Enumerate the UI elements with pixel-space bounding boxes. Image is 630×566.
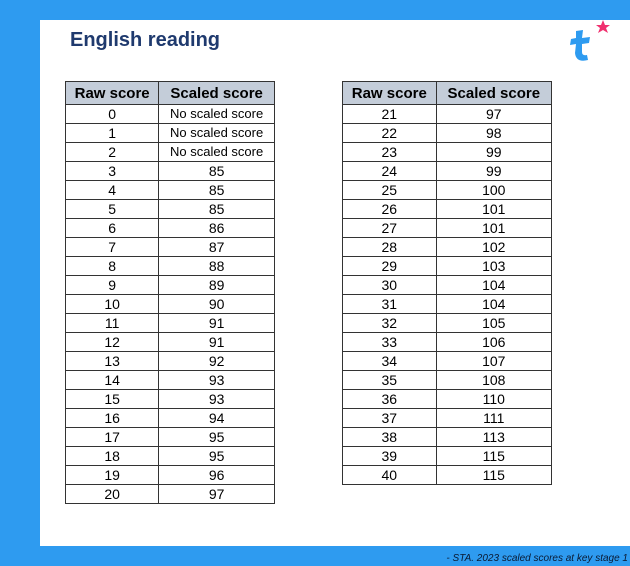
scaled-score-cell: 113 (436, 428, 551, 447)
raw-score-cell: 17 (66, 428, 159, 447)
scaled-score-cell: 103 (436, 257, 551, 276)
scaled-score-cell: 89 (159, 276, 275, 295)
raw-score-cell: 39 (343, 447, 437, 466)
table-row (66, 181, 275, 200)
header-scaled-score: Scaled score (159, 82, 275, 105)
table-row (66, 238, 275, 257)
table-row (343, 181, 552, 200)
table-row (343, 143, 552, 162)
scaled-score-cell: 93 (159, 390, 275, 409)
scaled-score-cell: 85 (159, 200, 275, 219)
table-row (66, 371, 275, 390)
scaled-score-cell: No scaled score (159, 143, 275, 162)
scaled-score-cell: No scaled score (159, 105, 275, 124)
raw-score-cell: 16 (66, 409, 159, 428)
table-row (66, 105, 275, 124)
raw-score-cell: 32 (343, 314, 437, 333)
scaled-score-cell: 87 (159, 238, 275, 257)
table-row (343, 409, 552, 428)
table-row (343, 390, 552, 409)
score-table-right (342, 81, 552, 485)
raw-score-cell: 22 (343, 124, 437, 143)
scaled-score-cell: 100 (436, 181, 551, 200)
table-row (343, 333, 552, 352)
raw-score-cell: 26 (343, 200, 437, 219)
table-row (66, 143, 275, 162)
table-row (66, 219, 275, 238)
source-caption: - STA. 2023 scaled scores at key stage 1 (446, 553, 628, 564)
table-row (343, 105, 552, 124)
raw-score-cell: 7 (66, 238, 159, 257)
header-raw-score: Raw score (66, 82, 159, 105)
scaled-score-cell: 91 (159, 314, 275, 333)
table-row (343, 447, 552, 466)
scaled-score-cell: 105 (436, 314, 551, 333)
table-row (66, 295, 275, 314)
scaled-score-cell: 99 (436, 143, 551, 162)
header-raw-score: Raw score (343, 82, 437, 105)
scaled-score-cell: 102 (436, 238, 551, 257)
table-row (66, 257, 275, 276)
raw-score-cell: 33 (343, 333, 437, 352)
scaled-score-cell: No scaled score (159, 124, 275, 143)
table-row (343, 371, 552, 390)
scaled-score-cell: 86 (159, 219, 275, 238)
raw-score-cell: 19 (66, 466, 159, 485)
table-row (66, 390, 275, 409)
table-row (66, 162, 275, 181)
scaled-score-cell: 104 (436, 276, 551, 295)
raw-score-cell: 18 (66, 447, 159, 466)
table-row (66, 447, 275, 466)
table-row (343, 238, 552, 257)
raw-score-cell: 24 (343, 162, 437, 181)
raw-score-cell: 31 (343, 295, 437, 314)
raw-score-cell: 20 (66, 485, 159, 504)
table-row (66, 352, 275, 371)
scaled-score-cell: 94 (159, 409, 275, 428)
header-scaled-score: Scaled score (436, 82, 551, 105)
raw-score-cell: 10 (66, 295, 159, 314)
raw-score-cell: 5 (66, 200, 159, 219)
table-row (66, 200, 275, 219)
table-row (343, 162, 552, 181)
table-row (343, 276, 552, 295)
raw-score-cell: 0 (66, 105, 159, 124)
table-row (66, 124, 275, 143)
raw-score-cell: 28 (343, 238, 437, 257)
table-row (66, 409, 275, 428)
table-row (343, 257, 552, 276)
scaled-score-cell: 107 (436, 352, 551, 371)
raw-score-cell: 37 (343, 409, 437, 428)
scaled-score-cell: 88 (159, 257, 275, 276)
raw-score-cell: 25 (343, 181, 437, 200)
raw-score-cell: 14 (66, 371, 159, 390)
scaled-score-cell: 85 (159, 162, 275, 181)
scaled-score-cell: 110 (436, 390, 551, 409)
table-row (66, 276, 275, 295)
table-row (343, 314, 552, 333)
raw-score-cell: 13 (66, 352, 159, 371)
raw-score-cell: 30 (343, 276, 437, 295)
twinkl-logo-icon (557, 11, 617, 71)
scaled-score-cell: 95 (159, 428, 275, 447)
content-card (40, 20, 630, 546)
score-table-left (65, 81, 275, 504)
raw-score-cell: 38 (343, 428, 437, 447)
scaled-score-cell: 108 (436, 371, 551, 390)
raw-score-cell: 29 (343, 257, 437, 276)
table-row (343, 428, 552, 447)
table-row (343, 295, 552, 314)
scaled-score-cell: 93 (159, 371, 275, 390)
table-row (343, 466, 552, 485)
raw-score-cell: 34 (343, 352, 437, 371)
scaled-score-cell: 97 (436, 105, 551, 124)
raw-score-cell: 3 (66, 162, 159, 181)
table-row (343, 200, 552, 219)
table-row (66, 466, 275, 485)
table-row (343, 124, 552, 143)
raw-score-cell: 23 (343, 143, 437, 162)
scaled-score-cell: 104 (436, 295, 551, 314)
page-title: English reading (70, 29, 221, 51)
scaled-score-cell: 96 (159, 466, 275, 485)
raw-score-cell: 36 (343, 390, 437, 409)
raw-score-cell: 35 (343, 371, 437, 390)
raw-score-cell: 21 (343, 105, 437, 124)
raw-score-cell: 6 (66, 219, 159, 238)
raw-score-cell: 9 (66, 276, 159, 295)
scaled-score-cell: 106 (436, 333, 551, 352)
table-row (66, 314, 275, 333)
table-row (343, 352, 552, 371)
scaled-score-cell: 111 (436, 409, 551, 428)
scaled-score-cell: 85 (159, 181, 275, 200)
scaled-score-cell: 115 (436, 466, 551, 485)
table-row (66, 333, 275, 352)
scaled-score-cell: 99 (436, 162, 551, 181)
raw-score-cell: 1 (66, 124, 159, 143)
raw-score-cell: 11 (66, 314, 159, 333)
raw-score-cell: 2 (66, 143, 159, 162)
scaled-score-cell: 95 (159, 447, 275, 466)
raw-score-cell: 40 (343, 466, 437, 485)
table-row (343, 219, 552, 238)
scaled-score-cell: 90 (159, 295, 275, 314)
raw-score-cell: 15 (66, 390, 159, 409)
scaled-score-cell: 101 (436, 219, 551, 238)
scaled-score-cell: 91 (159, 333, 275, 352)
raw-score-cell: 12 (66, 333, 159, 352)
raw-score-cell: 4 (66, 181, 159, 200)
scaled-score-cell: 115 (436, 447, 551, 466)
raw-score-cell: 27 (343, 219, 437, 238)
scaled-score-cell: 98 (436, 124, 551, 143)
scaled-score-cell: 101 (436, 200, 551, 219)
table-row (66, 485, 275, 504)
raw-score-cell: 8 (66, 257, 159, 276)
table-row (66, 428, 275, 447)
scaled-score-cell: 92 (159, 352, 275, 371)
scaled-score-cell: 97 (159, 485, 275, 504)
